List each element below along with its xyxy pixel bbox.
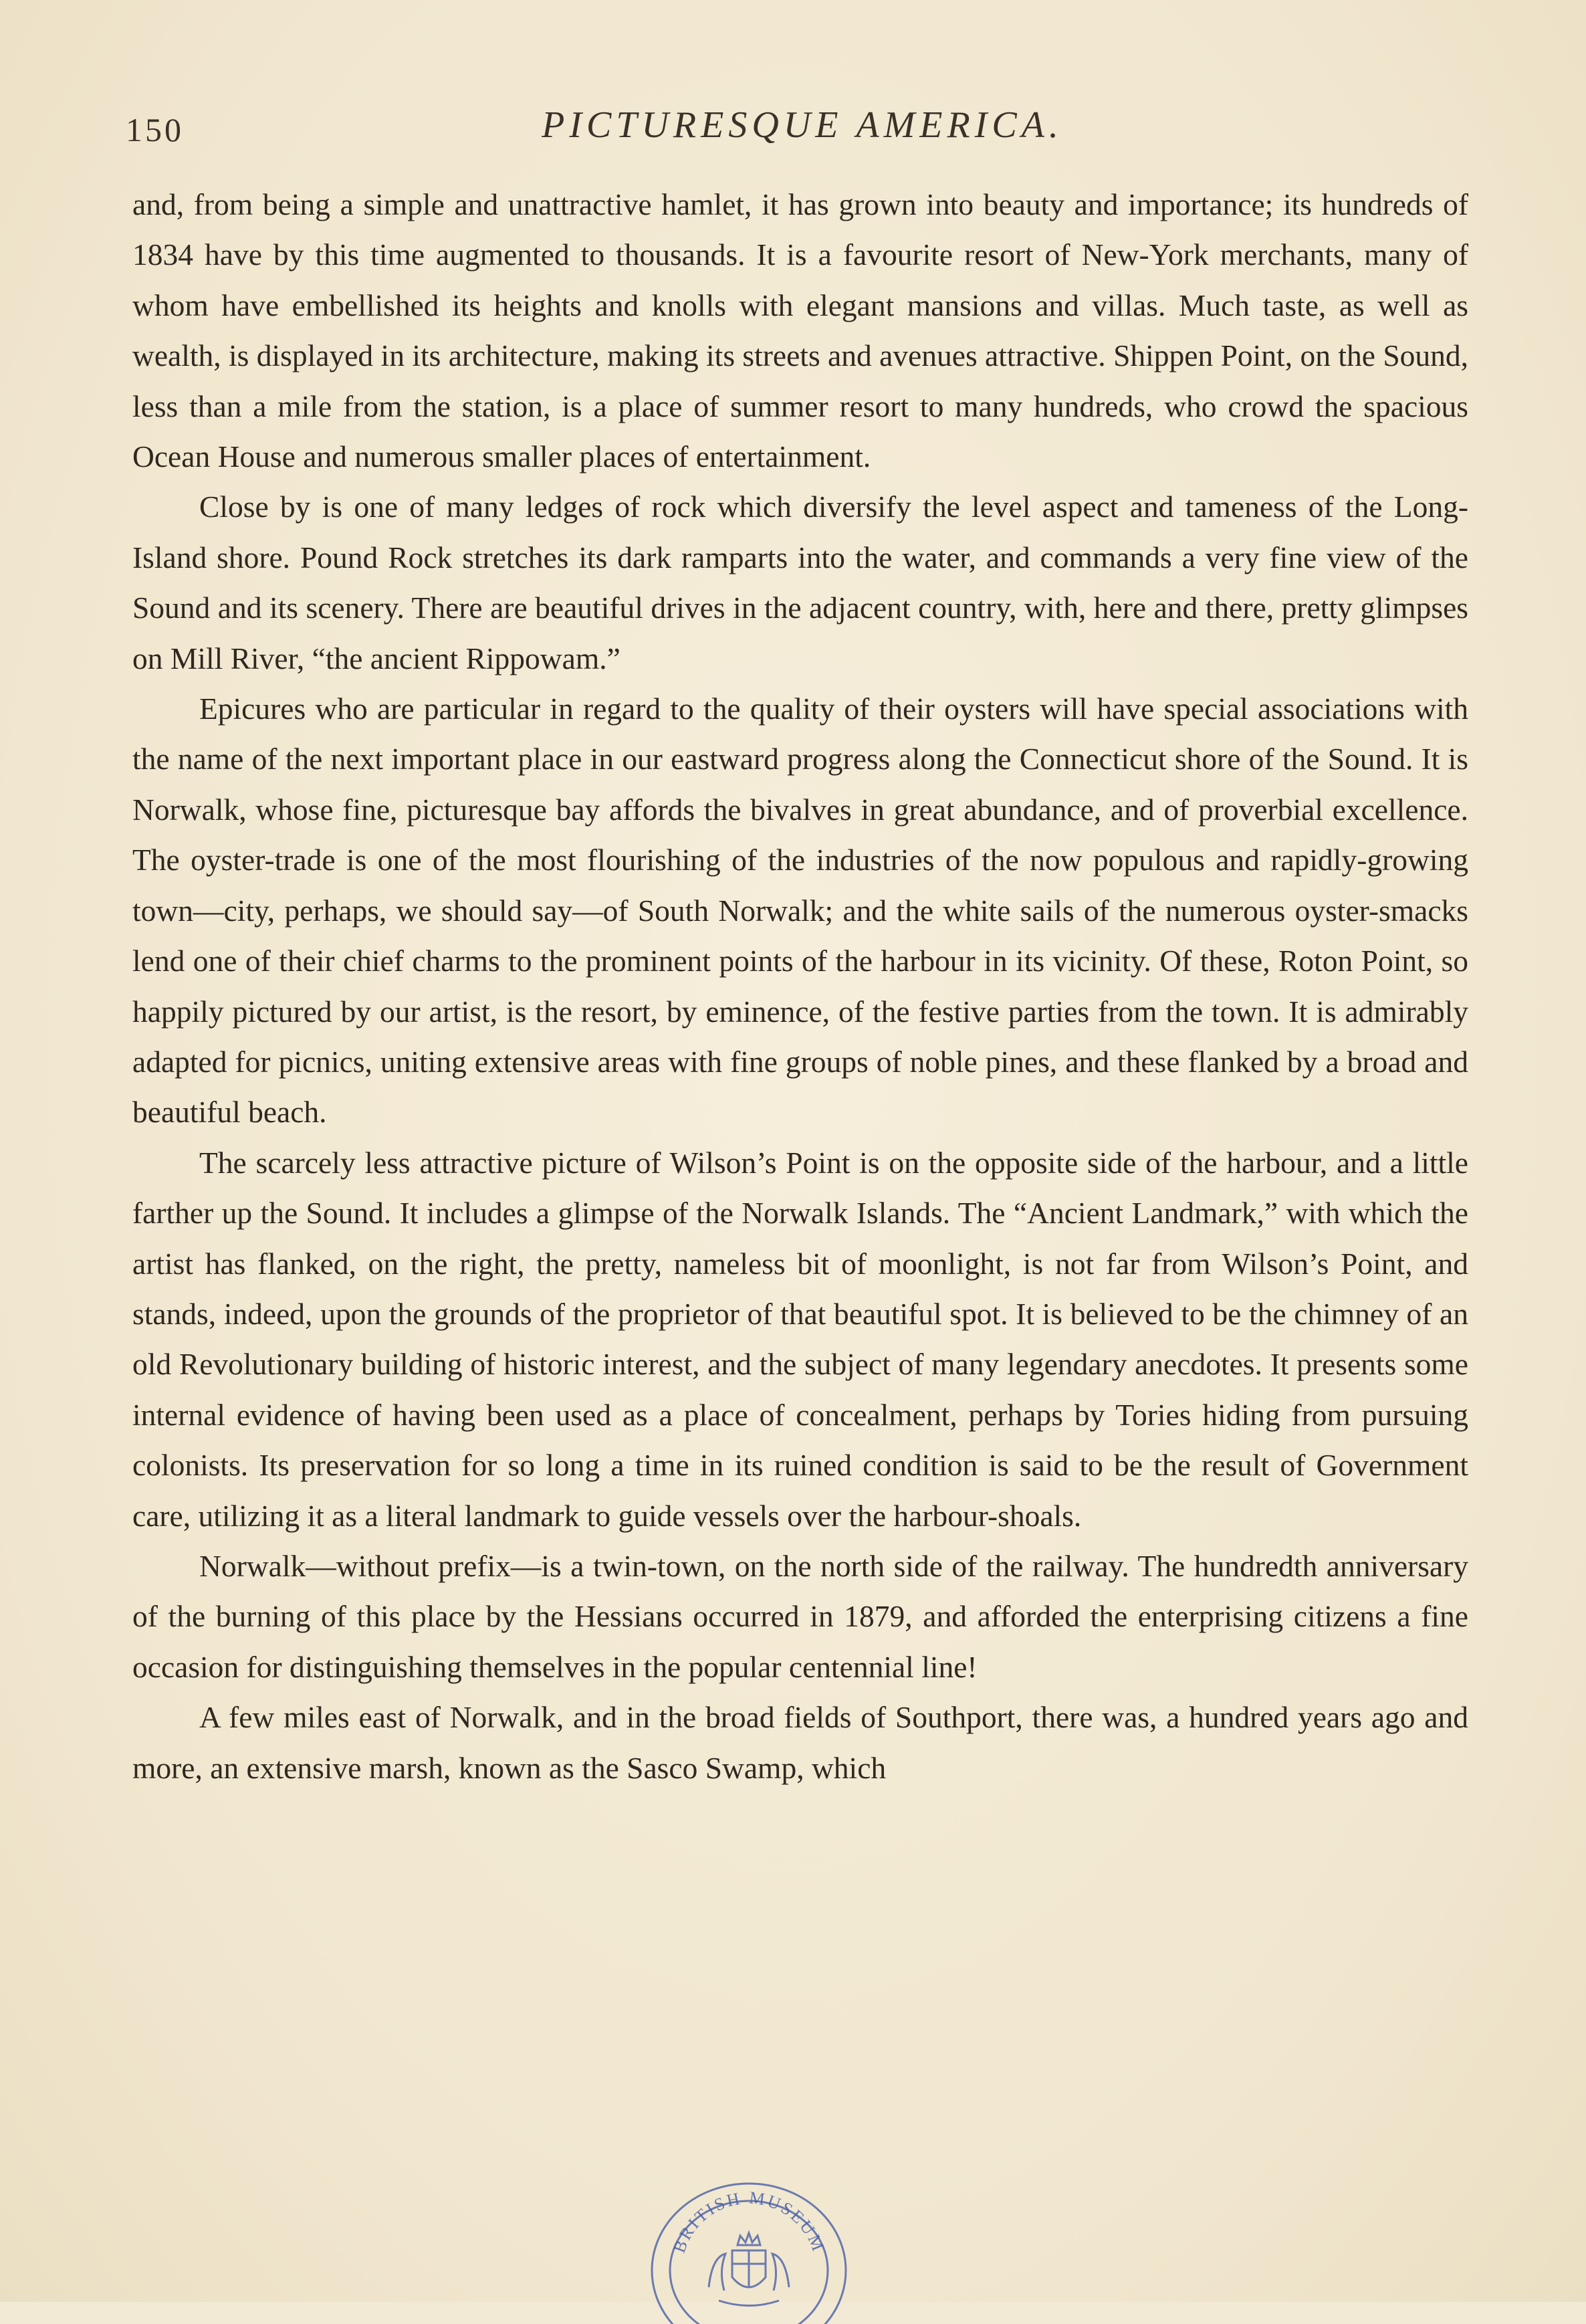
paragraph: A few miles east of Norwalk, and in the broad fields of Southport, there was, a hundred years ago and more, an extensive marsh, known as the Sasco Swamp, which <box>132 1700 1468 1785</box>
page-header <box>120 104 1484 157</box>
stamp-text: BRITISH MUSEUM <box>669 2188 829 2256</box>
paragraph: The scarcely less attractive picture of Wilson’s Point is on the opposite side of the harbour, and a little farther up the Sound. It includes a glimpse of the Norwalk Islands. The “Ancient Landmark,” with which the artist has flanked, on the right, the pretty, nameless bit of moonlight, is not far from Wilson’s Point, and stands, indeed, upon the grounds of the proprietor of that beautiful spot. It is believed to be the chimney of an old Revolutionary building of historic interest, and the subject of many legendary anecdotes. It presents some internal evidence of having been used as a place of concealment, perhaps by Tories hiding from pursuing colonists. Its preservation for so long a time in its ruined condition is said to be the result of Government care, utilizing it as a literal landmark to guide vessels over the harbour-shoals. <box>132 1145 1468 1533</box>
paragraph: Epicures who are particular in regard to the quality of their oysters will have special associations with the name of the next important place in our eastward progress along the Connecticut shore of the Sound. It is Norwalk, whose fine, picturesque bay affords the bivalves in great abundance, and of proverbial excellence. The oyster-trade is one of the most flourishing of the industries of the now populous and rapidly-growing town—city, perhaps, we should say—of South Norwalk; and the white sails of the numerous oyster-smacks lend one of their chief charms to the prominent points of the harbour in its vicinity. Of these, Roton Point, so happily pictured by our artist, is the resort, by eminence, of the festive parties from the town. It is admirably adapted for picnics, uniting extensive areas with fine groups of noble pines, and these flanked by a broad and beautiful beach. <box>132 692 1468 1130</box>
page-number: 150 <box>126 111 184 148</box>
running-title: PICTURESQUE AMERICA. <box>542 104 1063 146</box>
paragraph: Close by is one of many ledges of rock which diversify the level aspect and tameness of the Long-Island shore. Pound Rock stretches its dark ramparts into the water, and commands a very fine view of the Sound and its scenery. There are beautiful drives in the adjacent country, with, here and there, pretty glimpses on Mill River, “the ancient Rippowam.” <box>132 490 1468 675</box>
paragraph: and, from being a simple and unattractive hamlet, it has grown into beauty and importance; its hundreds of 1834 have by this time augmented to thousands. It is a favourite resort of New-York merchants, many of whom have embellished its heights and knolls with elegant mansions and villas. Much taste, as well as wealth, is displayed in its architecture, making its streets and avenues attractive. Shippen Point, on the Sound, less than a mile from the station, is a place of summer resort to many hundreds, who crowd the spacious Ocean House and numerous smaller places of entertainment. <box>132 187 1468 474</box>
body-text <box>132 179 1468 1793</box>
paragraph: Norwalk—without prefix—is a twin-town, on the north side of the railway. The hundredth anniversary of the burning of this place by the Hessians occurred in 1879, and afforded the enterprising citizens a fine occasion for distinguishing themselves in the popular centennial line! <box>132 1548 1468 1684</box>
library-stamp <box>645 2170 853 2324</box>
